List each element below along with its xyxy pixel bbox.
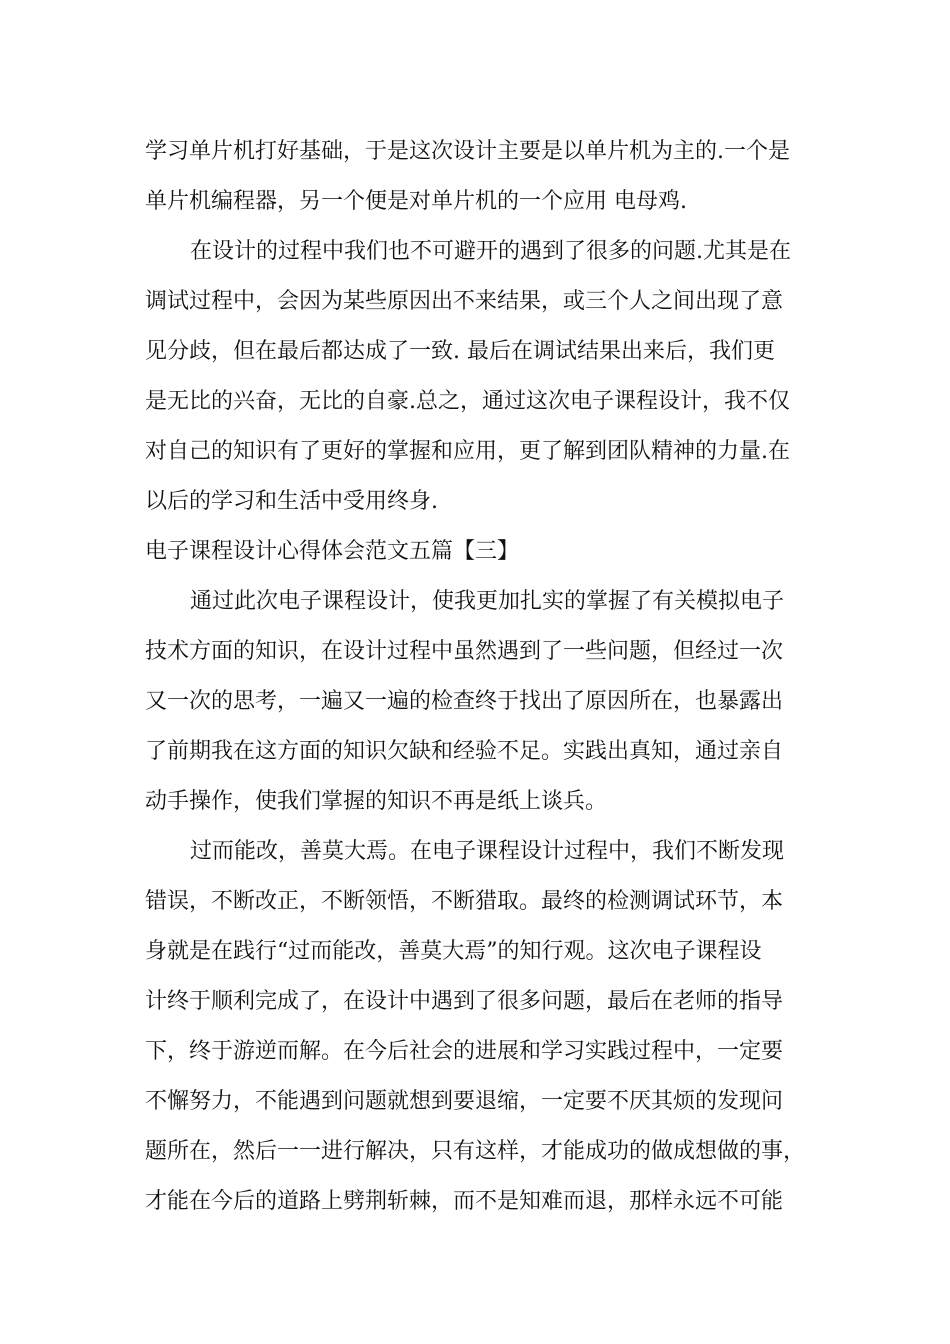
paragraph-line: 身就是在践行“过而能改，善莫大焉”的知行观。这次电子课程设 [145, 939, 762, 964]
paragraph-line: 对自己的知识有了更好的掌握和应用，更了解到团队精神的力量.在 [145, 439, 790, 464]
paragraph-line: 下，终于游逆而解。在今后社会的进展和学习实践过程中，一定要 [145, 1039, 784, 1064]
paragraph-line: 见分歧，但在最后都达成了一致. 最后在调试结果出来后，我们更 [145, 339, 775, 364]
paragraph-line: 在设计的过程中我们也不可避开的遇到了很多的问题.尤其是在 [190, 239, 791, 264]
paragraph-line: 了前期我在这方面的知识欠缺和经验不足。实践出真知，通过亲自 [145, 739, 784, 764]
paragraph-line: 计终于顺利完成了，在设计中遇到了很多问题，最后在老师的指导 [145, 989, 784, 1014]
paragraph-line: 过而能改，善莫大焉。在电子课程设计过程中，我们不断发现 [190, 839, 785, 864]
paragraph-line: 不懈努力，不能遇到问题就想到要退缩，一定要不厌其烦的发现问 [145, 1089, 784, 1114]
section-heading: 电子课程设计心得体会范文五篇【三】 [145, 539, 520, 564]
paragraph-line: 题所在，然后一一进行解决，只有这样，才能成功的做成想做的事， [145, 1139, 806, 1164]
paragraph-line: 通过此次电子课程设计，使我更加扎实的掌握了有关模拟电子 [190, 589, 785, 614]
paragraph-line: 学习单片机打好基础，于是这次设计主要是以单片机为主的.一个是 [145, 139, 790, 164]
paragraph-line: 技术方面的知识，在设计过程中虽然遇到了一些问题，但经过一次 [145, 639, 784, 664]
paragraph-line: 错误，不断改正，不断领悟，不断猎取。最终的检测调试环节，本 [145, 889, 784, 914]
paragraph-line: 才能在今后的道路上劈荆斩棘，而不是知难而退，那样永远不可能 [145, 1189, 784, 1214]
paragraph-line: 又一次的思考，一遍又一遍的检查终于找出了原因所在，也暴露出 [145, 689, 784, 714]
paragraph-line: 动手操作，使我们掌握的知识不再是纸上谈兵。 [145, 789, 608, 814]
paragraph-line: 是无比的兴奋，无比的自豪.总之，通过这次电子课程设计，我不仅 [145, 389, 790, 414]
paragraph-line: 单片机编程器，另一个便是对单片机的一个应用 电母鸡. [145, 189, 687, 214]
paragraph-line: 调试过程中，会因为某些原因出不来结果，或三个人之间出现了意 [145, 289, 784, 314]
paragraph-line: 以后的学习和生活中受用终身. [145, 489, 438, 514]
